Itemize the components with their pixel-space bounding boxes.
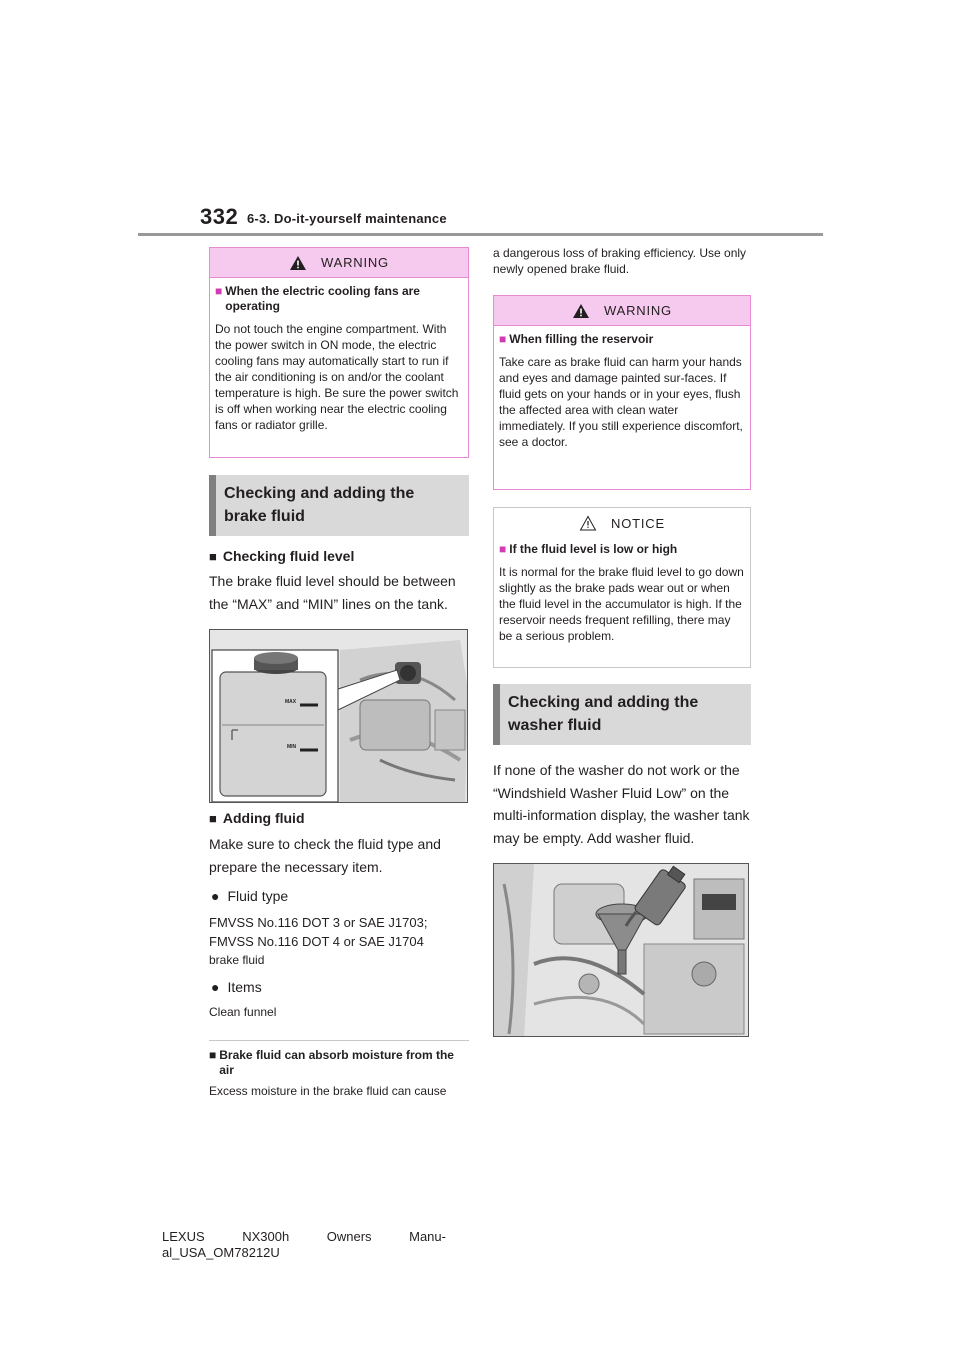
fluid-type-line-2: FMVSS No.116 DOT 4 or SAE J1704 — [209, 934, 424, 949]
washer-text: If none of the washer do not work or the “Windshield Washer Fluid Low” on the multi-information display, the washer tank may be empty. Add washer fluid. — [493, 762, 750, 846]
warning-subtitle: ■ When filling the reservoir — [499, 332, 654, 346]
notice-box-fluid-level — [493, 507, 751, 668]
checking-level-text: The brake fluid level should be between the “MAX” and “MIN” lines on the tank. — [209, 573, 456, 612]
adding-fluid-text: Make sure to check the fluid type and prepare the necessary item. — [209, 836, 441, 875]
fluid-type-line-1: FMVSS No.116 DOT 3 or SAE J1703; — [209, 915, 428, 930]
warning-subtitle: ■ When the electric cooling fans are operating — [215, 284, 420, 313]
notice-triangle-icon — [579, 515, 597, 531]
engine-bay-drawing — [210, 630, 468, 803]
continued-note-text: a dangerous loss of braking efficiency. Use only newly opened brake fluid. — [493, 246, 747, 276]
list-item-fluid-type: ● Fluid type — [211, 888, 289, 904]
square-bullet-icon: ■ — [499, 542, 507, 556]
warning-triangle-icon — [572, 303, 590, 319]
notice-text: It is normal for the brake fluid level to go down slightly as the brake pads wear out or when the fluid level in the accumulator is high. If the reservoir needs frequent refilling, there may be a serious problem. — [499, 565, 744, 643]
fluid-type-line-3: brake fluid — [209, 953, 265, 967]
square-bullet-icon: ■ — [499, 332, 507, 346]
bullet-dot-icon: ● — [211, 979, 220, 995]
warning-box-cooling-fans — [209, 247, 469, 458]
brake-reservoir-illustration — [209, 629, 468, 803]
square-bullet-icon: ■ — [215, 284, 223, 298]
subheading-adding-fluid: ■ Adding fluid — [209, 810, 305, 826]
warning-text: Take care as brake fluid can harm your hands and eyes and damage painted sur-faces. If fluid gets on your hands or in your eyes, flush the affected area with clean water immediately. If you still experience discomfort, see a doctor. — [499, 355, 743, 449]
washer-fluid-illustration — [493, 863, 749, 1037]
note-divider — [209, 1040, 469, 1041]
square-bullet-icon: ■ — [209, 548, 217, 564]
warning-box-filling-reservoir — [493, 295, 751, 490]
warning-text: Do not touch the engine compartment. With the power switch in ON mode, the electric cooling fans may automatically start to run if the air conditioning is on and/or the coolant temperature is high. Be sure the power switch is off when working near the electric cooling fans or radiator grille. — [215, 322, 459, 432]
warning-header — [210, 248, 468, 278]
warning-body — [494, 326, 750, 460]
warning-header — [494, 296, 750, 326]
notice-title: NOTICE — [611, 515, 665, 531]
footer-line-2: al_USA_OM78212U — [162, 1245, 280, 1260]
washer-engine-drawing — [494, 864, 749, 1037]
list-item-items: ● Items — [211, 979, 262, 995]
footer-line-1: LEXUS NX300h Owners Manu- — [162, 1229, 446, 1244]
note-text: Excess moisture in the brake fluid can cause — [209, 1084, 447, 1098]
page-number: 332 — [200, 204, 239, 229]
header-divider — [138, 233, 823, 236]
square-bullet-icon: ■ — [209, 1048, 217, 1062]
warning-body — [210, 278, 468, 443]
subheading-checking-level: ■ Checking fluid level — [209, 548, 355, 564]
left-column — [209, 247, 469, 1099]
section-heading-brake-fluid: Checking and adding the brake fluid — [209, 475, 469, 536]
footer — [162, 1229, 452, 1261]
warning-title: WARNING — [604, 303, 672, 318]
min-label: MIN — [287, 744, 297, 750]
warning-triangle-icon — [289, 255, 307, 271]
square-bullet-icon: ■ — [209, 810, 217, 826]
warning-title: WARNING — [321, 255, 389, 270]
max-label: MAX — [285, 699, 297, 705]
section-title: 6-3. Do-it-yourself maintenance — [247, 211, 447, 226]
right-column — [493, 245, 751, 1037]
notice-header — [494, 508, 750, 538]
note-heading: ■ Brake fluid can absorb moisture from the air — [209, 1048, 454, 1077]
items-value: Clean funnel — [209, 1005, 277, 1019]
section-heading-washer-fluid: Checking and adding the washer fluid — [493, 684, 751, 745]
notice-subtitle: ■ If the fluid level is low or high — [499, 542, 678, 556]
notice-body — [494, 538, 750, 654]
bullet-dot-icon: ● — [211, 888, 220, 904]
